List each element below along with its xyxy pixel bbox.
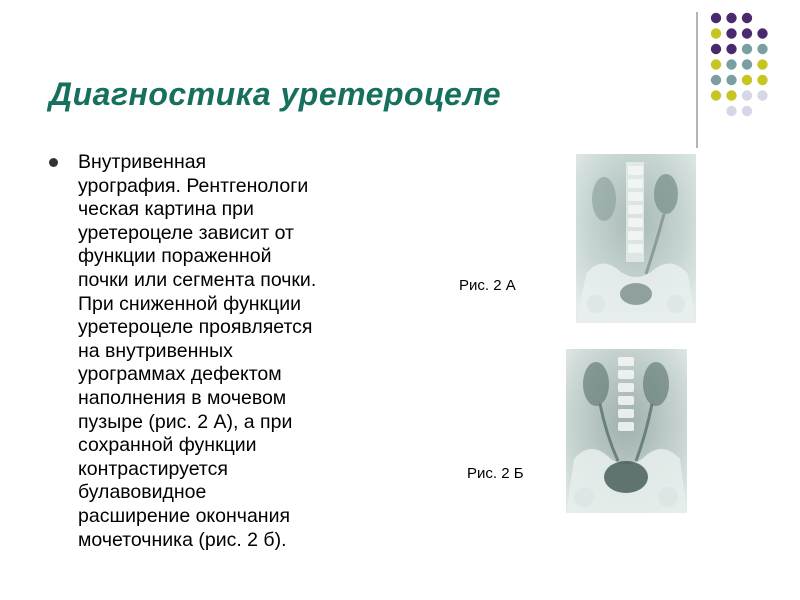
bullet-item (49, 151, 394, 552)
decorative-dot (726, 75, 736, 85)
decorative-dot (711, 44, 721, 54)
decorative-dot (742, 28, 752, 38)
decorative-dot (742, 44, 752, 54)
bullet-text: Внутривенная урография. Рентгенологи ческая картина при уретероцеле зависит от функции пораженной почки или сегмента почки. При сниженной функции уретероцеле проявляется на внутривенных урограммах дефектом наполнения в мочевом пузыре (рис. 2 А), а при сохранной функции контрастируется булавовидное расширение окончания мочеточника (рис. 2 б). (78, 151, 317, 551)
bullet-dot-icon (49, 158, 58, 167)
decorative-dot (711, 59, 721, 69)
figure-a-caption: Рис. 2 А (459, 277, 516, 294)
xray-image-figure-a (576, 154, 696, 323)
decorative-dot (726, 28, 736, 38)
decorative-dot (742, 106, 752, 116)
decorative-dot (757, 44, 767, 54)
decorative-dot (726, 90, 736, 100)
figure-b-caption: Рис. 2 Б (467, 465, 524, 482)
decorative-dot (742, 13, 752, 23)
xray-image-figure-b (566, 349, 687, 513)
decorative-dot (757, 75, 767, 85)
decorative-dot (726, 13, 736, 23)
decorative-dot (757, 59, 767, 69)
decorative-dot (742, 90, 752, 100)
decorative-dot (726, 44, 736, 54)
decorative-dot (757, 90, 767, 100)
decorative-dot (726, 59, 736, 69)
decorative-dot (757, 28, 767, 38)
decorative-dot (726, 106, 736, 116)
decorative-dot (742, 75, 752, 85)
decorative-dot (711, 13, 721, 23)
slide-title: Диагностика уретероцеле (49, 76, 501, 112)
decorative-dot (711, 28, 721, 38)
decorative-dot (711, 90, 721, 100)
decorative-dot (711, 75, 721, 85)
title-divider (696, 12, 698, 148)
decorative-dot (742, 59, 752, 69)
